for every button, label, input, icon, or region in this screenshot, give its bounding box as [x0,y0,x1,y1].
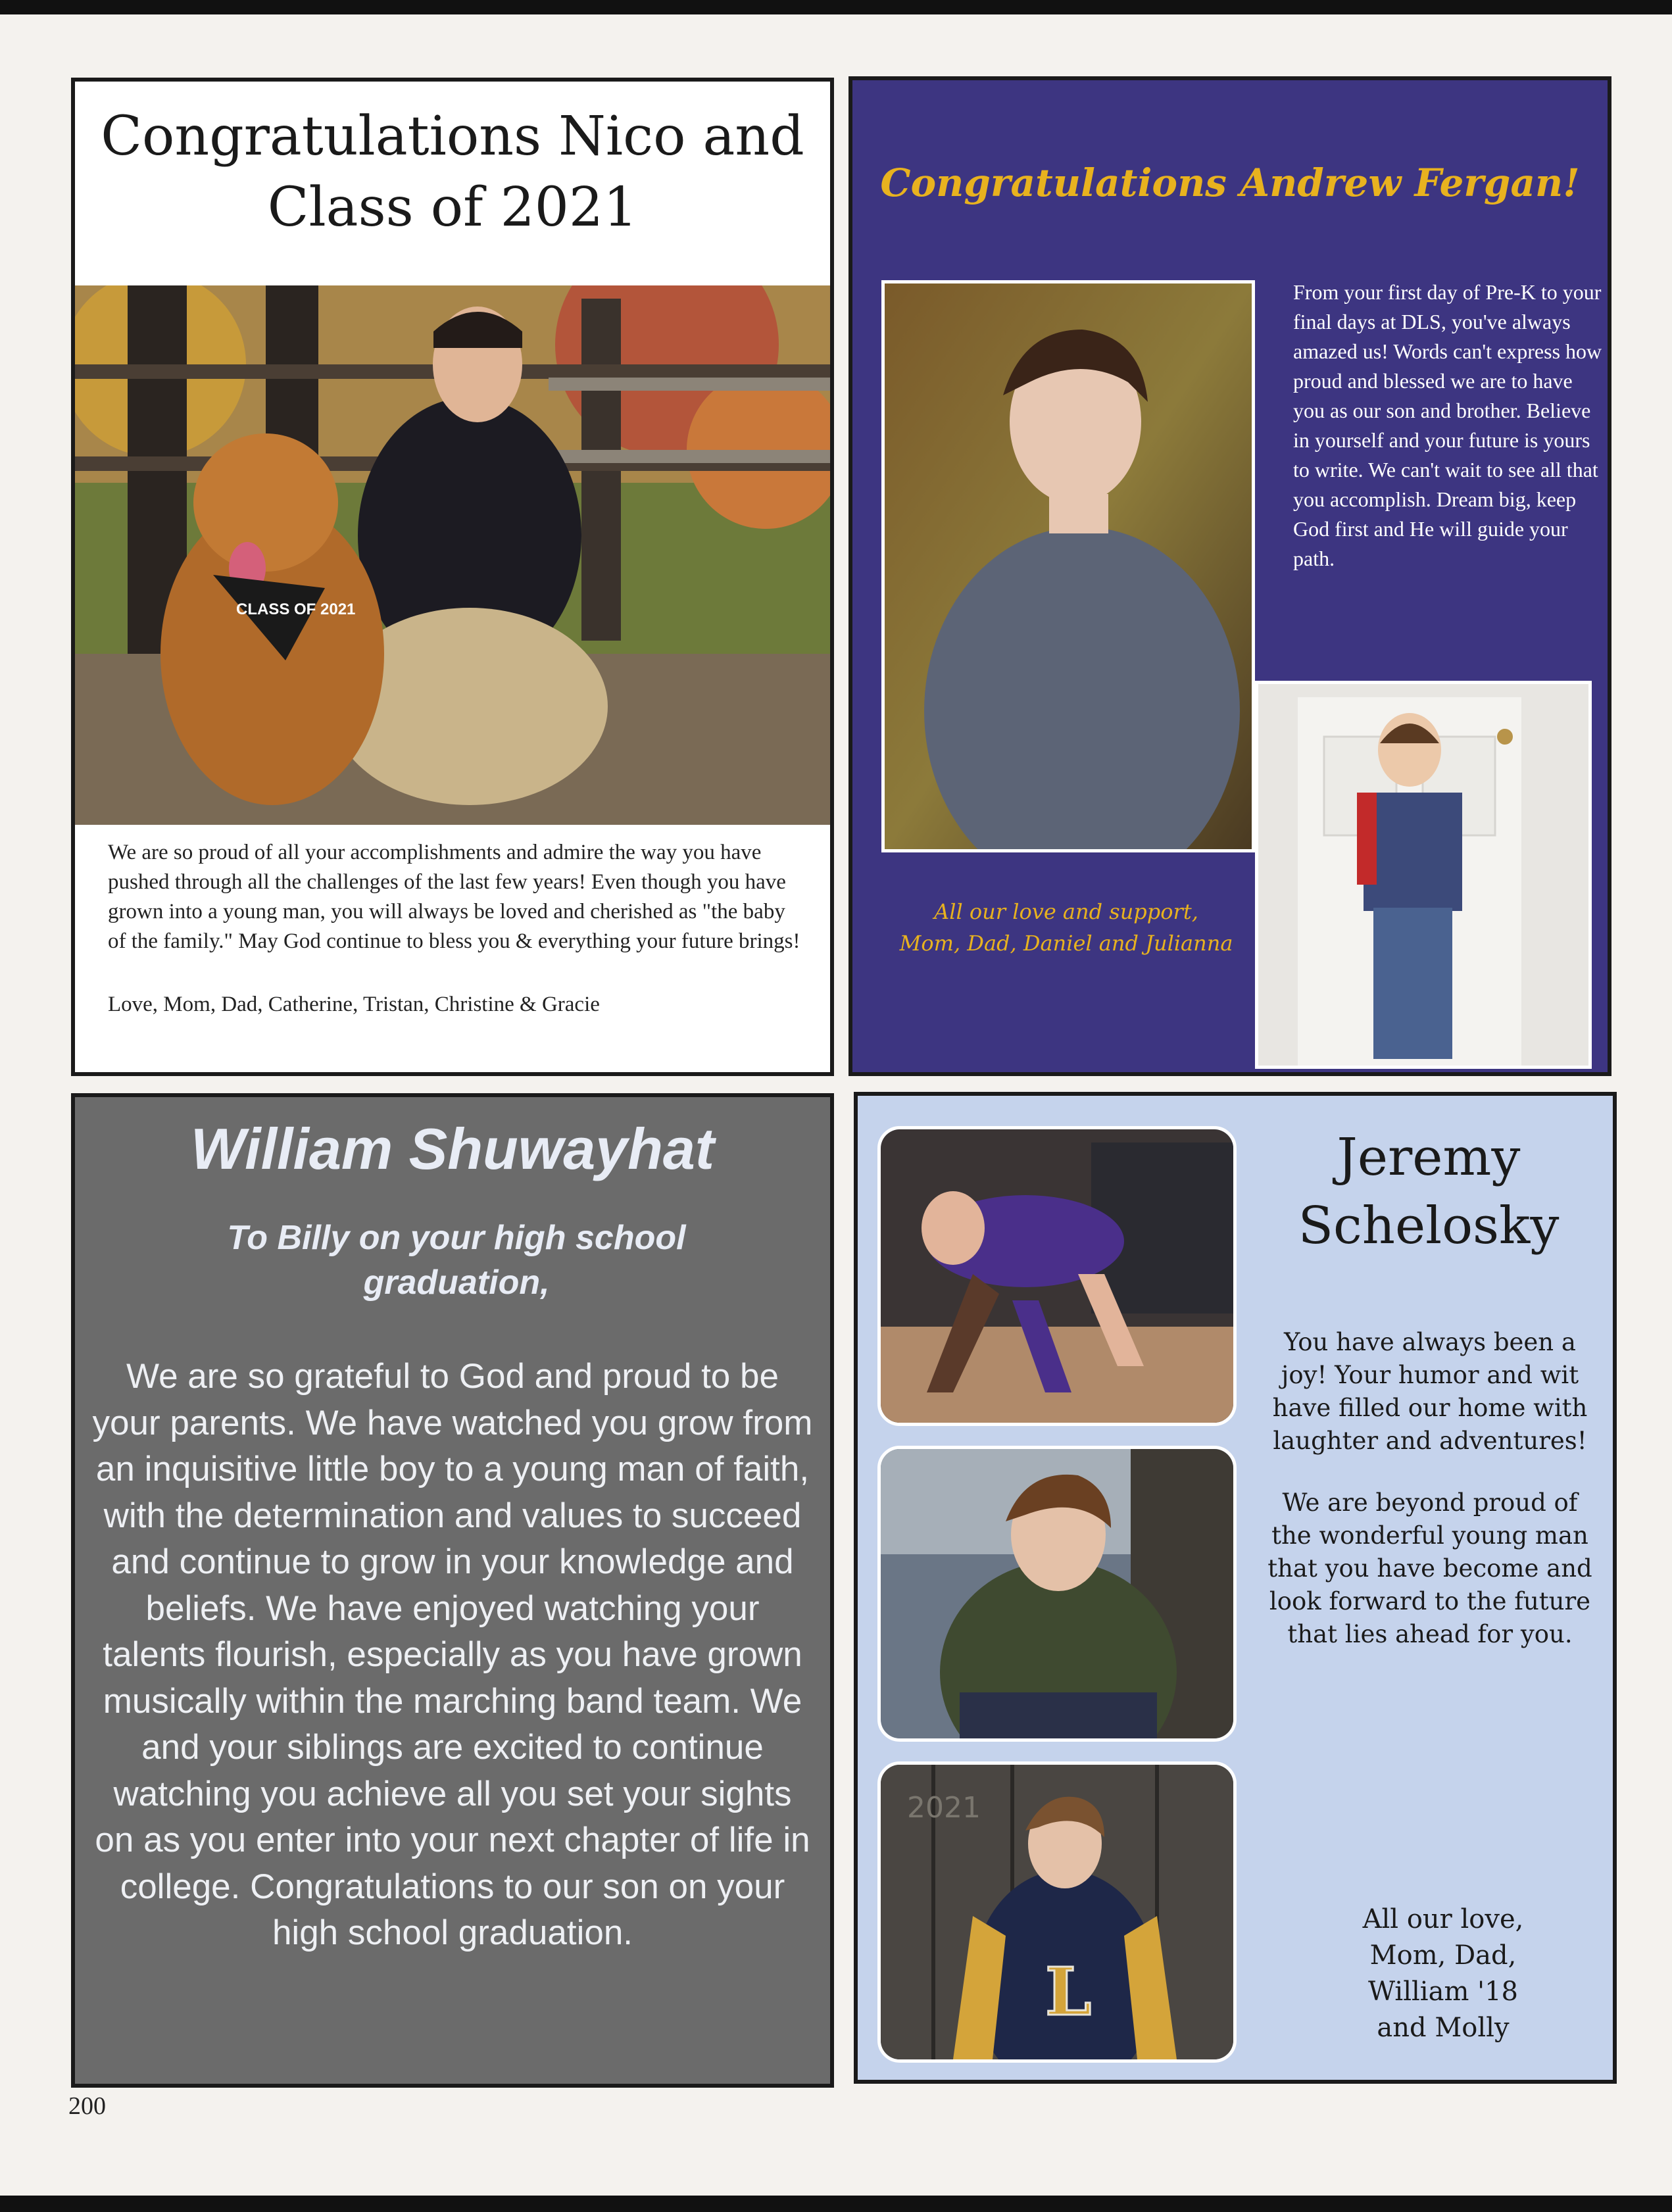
page-number: 200 [68,2092,106,2120]
william-ad-panel [71,1093,834,2088]
nico-ad-message: We are so proud of all your accomplishments and admire the way you have pushed through all the challenges of the last few years! Even though you have grown into a young man, you will always be loved and cherished as "the baby of the family." May God continue to bless you & everything your future brings! [108,841,800,953]
jeremy-wrestling-photo [877,1126,1237,1426]
andrew-childhood-photo [1255,681,1592,1069]
andrew-ad-panel [848,76,1611,1076]
top-scan-border [0,0,1672,14]
wall-year-text: 2021 [907,1791,981,1825]
jeremy-message-paragraph-1: You have always been a joy! Your humor and wit have filled our home with laughter and adventures! [1272,1328,1588,1455]
nico-ad-title: Congratulations Nico and Class of 2021 [101,105,804,239]
jeremy-signature-line: Mom, Dad, [1369,1940,1517,1971]
nico-ad-signature: Love, Mom, Dad, Catherine, Tristan, Christine & Gracie [108,993,600,1016]
william-ad-message: We are so grateful to God and proud to be your parents. We have watched you grow from an inquisitive little boy to a young man of faith, with the determination and values to succeed and continue to grow in your knowledge and beliefs. We have enjoyed watching your talents flourish, especially as you have grown musically within the marching band team. We and your siblings are excited to continue watching you achieve all you set your sights on as you enter into your next chapter of life in college. Congratulations to our son on your high school graduation. [92,1357,813,1952]
jeremy-signature-line: All our love, [1362,1904,1524,1934]
andrew-ad-message: From your first day of Pre-K to your final days at DLS, you've always amazed us! Words can't express how proud and blessed we are to have you as our son and brother. Believe in yourself and your future is yours to write. We can't wait to see all that you accomplish. Dream big, keep God first and He will guide your path. [1293,280,1602,570]
william-ad-title: William Shuwayhat [190,1116,715,1181]
jeremy-message-paragraph-2: We are beyond proud of the wonderful young man that you have become and look forward to the future that lies ahead for you. [1267,1488,1592,1648]
jeremy-title-line1: Jeremy [1337,1128,1521,1187]
jacket-letter: L [1045,1953,1092,2030]
andrew-signature-line2: Mom, Dad, Daniel and Julianna [899,931,1233,956]
jeremy-signature-line: William '18 [1368,1977,1518,2007]
jeremy-title-line2: Schelosky [1298,1196,1560,1256]
andrew-signature-line1: All our love and support, [934,899,1198,924]
nico-ad-panel [71,78,834,1076]
andrew-ad-title: Congratulations Andrew Fergan! [880,160,1580,205]
andrew-senior-portrait [881,280,1255,852]
jeremy-lakeside-portrait [877,1446,1237,1742]
jeremy-signature-line: and Molly [1377,2013,1510,2043]
jeremy-letterman-jacket-portrait [877,1761,1237,2063]
andrew-ad-signature [866,896,1267,959]
bandana-text: CLASS OF 2021 [236,601,356,618]
jeremy-ad-title [1246,1123,1611,1260]
jeremy-ad-signature [1272,1902,1614,2046]
jeremy-ad-message [1259,1326,1601,1651]
william-ad-subtitle: To Billy on your high school graduation, [227,1219,686,1302]
jeremy-ad-panel [854,1092,1617,2084]
nico-dog-photo [75,285,830,825]
bottom-scan-border [0,2196,1672,2212]
